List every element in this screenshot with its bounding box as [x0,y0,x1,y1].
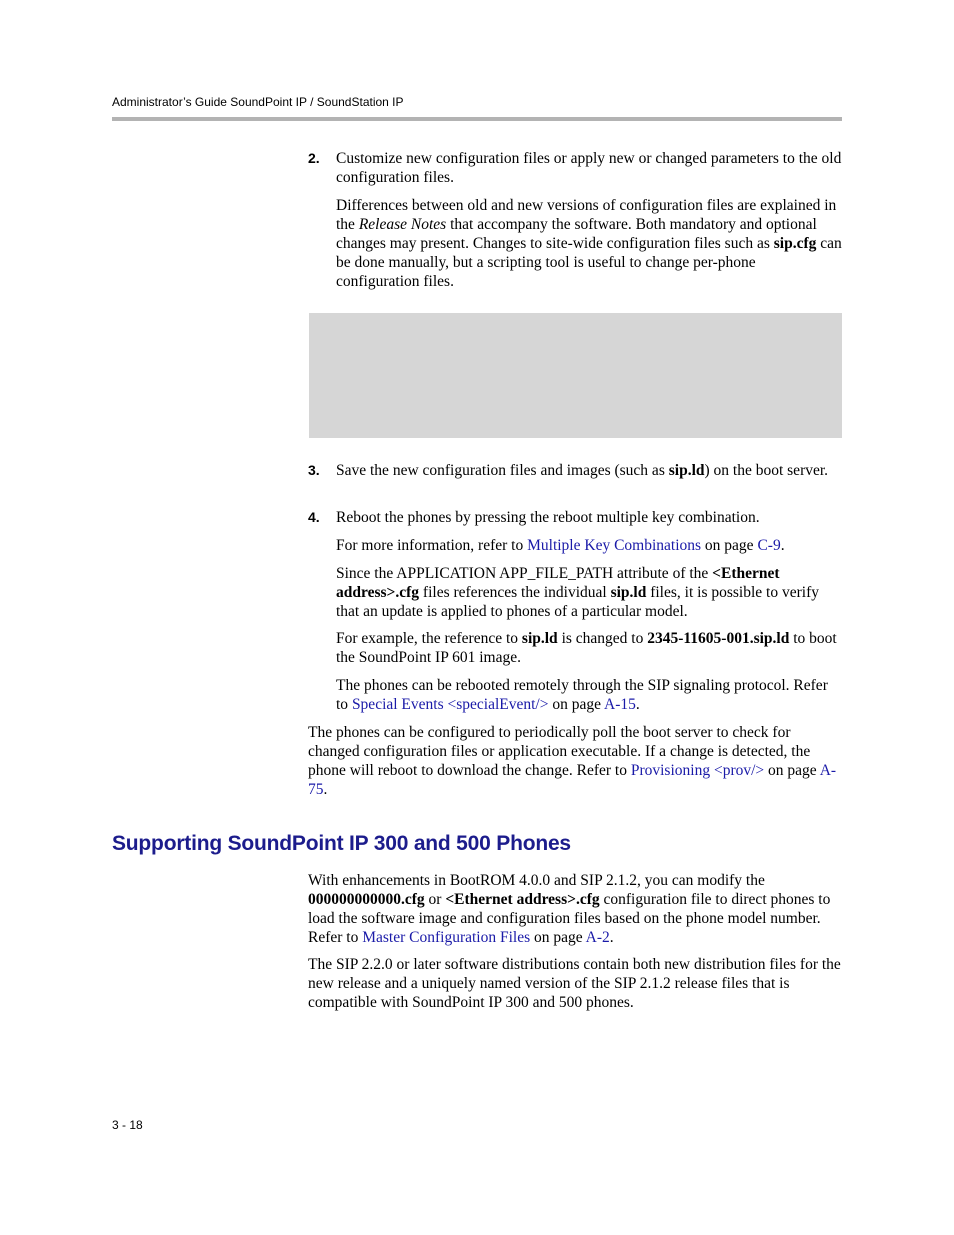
text-run: For example, the reference to [336,630,522,647]
master-configuration-files-link[interactable]: Master Configuration Files [362,929,531,946]
running-header: Administrator’s Guide SoundPoint IP / SoundStation IP [112,95,404,109]
step-number: 2. [308,150,320,166]
release-notes-emphasis: Release Notes [358,216,447,233]
provisioning-link[interactable]: Provisioning <prov/> [630,762,765,779]
text-run: to boot the SoundPoint IP 601 image. [336,630,837,666]
text-run: Since the APPLICATION APP_FILE_PATH attribute of the [336,565,713,582]
filename: sip.cfg [773,235,817,252]
filename: sip.ld [610,584,647,601]
header-rule [112,117,842,121]
filename: sip.ld [521,630,558,647]
filename: sip.ld [668,462,705,479]
step-3 [308,461,843,480]
text-run: configuration file to direct phones to load the software image and configuration files based on the phone model number. Refer to [308,891,831,946]
text-run: With enhancements in BootROM 4.0.0 and SIP 2.1.2, you can modify the [308,872,765,889]
text-run: can be done manually, but a scripting tool is useful to change per-phone configuration files. [336,235,842,290]
text-run: For more information, refer to [336,537,528,554]
text-run: on page [530,929,586,946]
step-number: 3. [308,462,320,478]
text-run: on page [764,762,820,779]
step-4-paragraph-2 [336,564,842,621]
text-run: Save the new configuration files and images (such as [336,462,669,479]
page-number: 3 - 18 [112,1118,143,1132]
step-number: 4. [308,509,320,525]
text-run: ) on the boot server. [704,462,829,479]
text-run: The phones can be configured to periodically poll the boot server to check for changed configuration files or application executable. If a change is detected, the phone will reboot to download the change. Refer to [308,724,811,779]
multiple-key-combinations-link[interactable]: Multiple Key Combinations [527,537,702,554]
filename: 2345-11605-001.sip.ld [647,630,790,647]
step-text [336,461,843,480]
section-heading: Supporting SoundPoint IP 300 and 500 Phones [112,832,571,855]
text-run: Differences between old and new versions of configuration files are explained in the [336,197,837,233]
special-events-link[interactable]: Special Events <specialEvent/> [351,696,549,713]
filename: <Ethernet address>.cfg [336,565,780,601]
step-4-paragraph-3 [336,629,842,667]
text-run: on page [701,537,758,554]
page-a2-link[interactable]: A-2 [585,929,610,946]
text-run: . [780,537,785,554]
step-text: Customize new configuration files or apply new or changed parameters to the old configuration files. [336,150,842,186]
filename: <Ethernet address>.cfg [445,891,600,908]
step-2-paragraph [336,196,842,291]
step-text: Reboot the phones by pressing the reboot multiple key combination. [336,509,760,526]
text-run: or [424,891,446,908]
step-4-paragraph-4 [336,676,842,714]
text-run: . [635,696,640,713]
step-4 [308,508,843,527]
note-box [309,313,842,438]
step-2 [308,149,843,187]
page-a15-link[interactable]: A-15 [604,696,636,713]
section-paragraph-1 [308,871,842,947]
page-a75-link[interactable]: A-75 [308,762,837,798]
text-run: The phones can be rebooted remotely through the SIP signaling protocol. Refer to [336,677,828,713]
section-paragraph-2: The SIP 2.2.0 or later software distributions contain both new distribution files for the new release and a uniquely named version of the SIP 2.1.2 release files that is compatible with SoundPoint IP 300 and 500 phones. [308,956,841,1011]
page-c9-link[interactable]: C-9 [757,537,781,554]
text-run: that accompany the software. Both mandatory and optional changes may present. Changes to site-wide configuration files such as [336,216,817,252]
poll-paragraph [308,723,842,799]
text-run: is changed to [557,630,648,647]
step-4-paragraph-1 [336,536,842,555]
text-run: . [323,781,328,798]
text-run: . [609,929,614,946]
text-run: on page [548,696,605,713]
filename: 000000000000.cfg [308,891,425,908]
text-run: files references the individual [419,584,611,601]
text-run: files, it is possible to verify that an update is applied to phones of a particular model. [336,584,819,620]
